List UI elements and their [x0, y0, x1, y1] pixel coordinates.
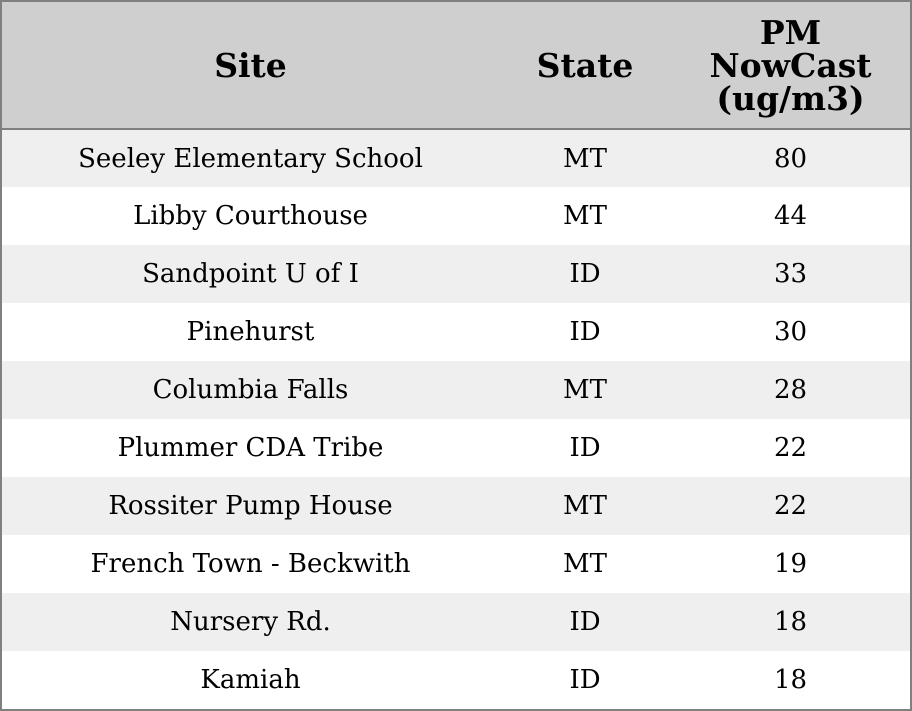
cell-state: ID	[569, 665, 601, 695]
cell-state: MT	[563, 201, 607, 231]
cell-pm: 18	[773, 665, 808, 695]
table-row	[2, 477, 910, 535]
table-body	[2, 129, 910, 709]
cell-state: MT	[563, 375, 607, 405]
cell-pm: 22	[773, 491, 808, 521]
table-row	[2, 187, 910, 245]
cell-pm: 44	[773, 201, 808, 231]
table-row	[2, 651, 910, 709]
cell-pm: 28	[773, 375, 808, 405]
column-header-pm-nowcast	[671, 2, 910, 129]
cell-state: ID	[569, 317, 601, 347]
cell-state: ID	[569, 433, 601, 463]
cell-site: Seeley Elementary School	[78, 143, 423, 174]
cell-site: Columbia Falls	[152, 375, 349, 405]
table-row	[2, 303, 910, 361]
cell-state: MT	[563, 143, 607, 174]
header-row	[2, 2, 910, 129]
column-header-pm-line-3: (ug/m3)	[716, 78, 865, 118]
table-row	[2, 593, 910, 651]
cell-site: French Town - Beckwith	[90, 549, 411, 579]
column-header-state: State	[499, 2, 671, 129]
cell-site: Kamiah	[200, 665, 301, 695]
cell-state: ID	[569, 607, 601, 637]
cell-pm: 33	[773, 259, 808, 289]
table-row	[2, 245, 910, 303]
cell-pm: 18	[773, 607, 808, 637]
cell-pm: 30	[773, 317, 808, 347]
table-row	[2, 361, 910, 419]
cell-site: Plummer CDA Tribe	[117, 433, 384, 463]
column-header-pm-line-1: PM	[759, 12, 822, 52]
table-row	[2, 419, 910, 477]
column-header-site: Site	[2, 2, 499, 129]
cell-site: Sandpoint U of I	[142, 259, 359, 289]
cell-pm: 80	[773, 143, 808, 174]
column-header-pm-line-2: NowCast	[709, 45, 872, 85]
table-row	[2, 129, 910, 187]
cell-state: MT	[563, 549, 607, 579]
cell-state: MT	[563, 491, 607, 521]
cell-site: Rossiter Pump House	[108, 491, 393, 521]
cell-pm: 22	[773, 433, 808, 463]
cell-site: Nursery Rd.	[170, 607, 331, 637]
cell-site: Pinehurst	[186, 317, 315, 347]
cell-state: ID	[569, 259, 601, 289]
air-quality-table	[2, 2, 910, 709]
cell-pm: 19	[773, 549, 808, 579]
table-row	[2, 535, 910, 593]
cell-site: Libby Courthouse	[133, 201, 368, 231]
